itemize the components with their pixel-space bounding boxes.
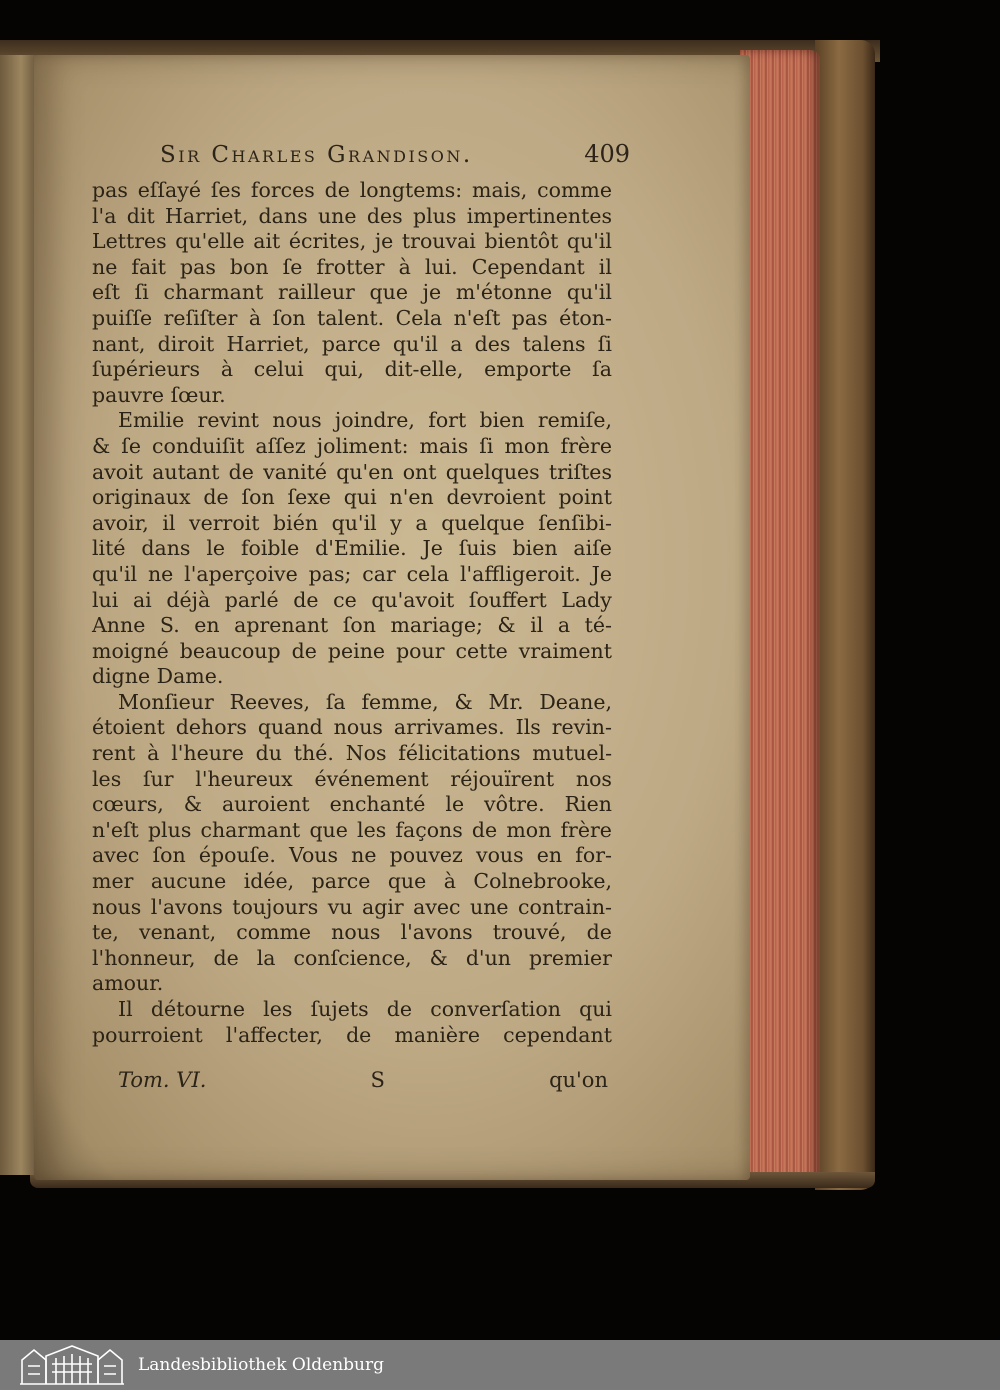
- text-line: & ſe conduiſit aſſez joliment: mais ſi mon frère: [92, 433, 612, 458]
- text-line: Emilie revint nous joindre, fort bien remiſe,: [118, 408, 612, 433]
- text-line: pauvre ſœur.: [92, 382, 226, 407]
- text-line: Anne S. en aprenant ſon mariage; & il a té-: [92, 613, 612, 638]
- text-line: amour.: [92, 971, 164, 996]
- text-line: moigné beaucoup de peine pour cette vraiment: [92, 638, 612, 663]
- text-line: cœurs, & auroient enchanté le vôtre. Rien: [92, 792, 612, 817]
- text-line: Lettres qu'elle ait écrites, je trouvai bientôt qu'il: [92, 229, 612, 254]
- text-line: qu'il ne l'aperçoive pas; car cela l'affligeroit. Je: [92, 561, 612, 586]
- library-footer-bar: [0, 1340, 1000, 1390]
- running-head: [160, 140, 630, 168]
- text-line: avoir, il verroit bién qu'il y a quelque ſenſibi-: [92, 510, 612, 535]
- text-line: étoient dehors quand nous arrivames. Ils revin-: [92, 715, 612, 740]
- text-line: digne Dame.: [92, 664, 224, 689]
- page-footer: [118, 1068, 608, 1092]
- volume-label: Tom. VI.: [118, 1068, 207, 1092]
- catchword: qu'on: [549, 1068, 608, 1092]
- text-line: lité dans le foible d'Emilie. Je ſuis bien aiſe: [92, 536, 612, 561]
- text-line: puiſſe reſiſter à ſon talent. Cela n'eſt pas éton-: [92, 305, 612, 330]
- text-line: rent à l'heure du thé. Nos félicitations mutuel-: [92, 741, 612, 766]
- text-line: eſt ſi charmant railleur que je m'étonne qu'il: [92, 280, 612, 305]
- text-line: originaux de ſon ſexe qui n'en devroient point: [92, 485, 612, 510]
- book-cover-right: [815, 40, 875, 1190]
- page-text: [92, 178, 612, 1048]
- page-edges: [740, 50, 820, 1185]
- running-head-title: Sir Charles Grandison.: [160, 142, 473, 168]
- text-line: mer aucune idée, parce que à Colnebrooke,: [92, 869, 612, 894]
- signature-mark: S: [370, 1068, 385, 1092]
- text-line: pas eſſayé ſes forces de longtems: mais, comme: [92, 178, 612, 202]
- text-line: n'eſt plus charmant que les façons de mon frère: [92, 817, 612, 842]
- text-line: te, venant, comme nous l'avons trouvé, de: [92, 920, 612, 945]
- text-line: Monſieur Reeves, ſa femme, & Mr. Deane,: [118, 689, 612, 714]
- library-building-icon: [20, 1344, 124, 1386]
- text-line: pourroient l'affecter, de manière cependant: [92, 1022, 612, 1047]
- library-name: Landesbibliothek Oldenburg: [138, 1355, 385, 1375]
- page-number: 409: [584, 140, 630, 168]
- text-line: Il détourne les ſujets de converſation qui: [118, 997, 612, 1021]
- text-line: nant, diroit Harriet, parce qu'il a des talens ſi: [92, 331, 612, 356]
- text-line: avec ſon épouſe. Vous ne pouvez vous en for-: [92, 843, 612, 868]
- text-line: avoit autant de vanité qu'en ont quelques triſtes: [92, 459, 612, 484]
- text-line: les ſur l'heureux événement réjouïrent nos: [92, 766, 612, 791]
- text-line: ſupérieurs à celui qui, dit-elle, emporte ſa: [92, 357, 612, 382]
- text-line: l'honneur, de la conſcience, & d'un premier: [92, 945, 612, 970]
- text-line: nous l'avons toujours vu agir avec une contrain-: [92, 894, 612, 919]
- text-line: ne fait pas bon ſe frotter à lui. Cependant il: [92, 254, 612, 279]
- text-line: lui ai déjà parlé de ce qu'avoit ſouffert Lady: [92, 587, 612, 612]
- text-line: l'a dit Harriet, dans une des plus impertinentes: [92, 203, 612, 228]
